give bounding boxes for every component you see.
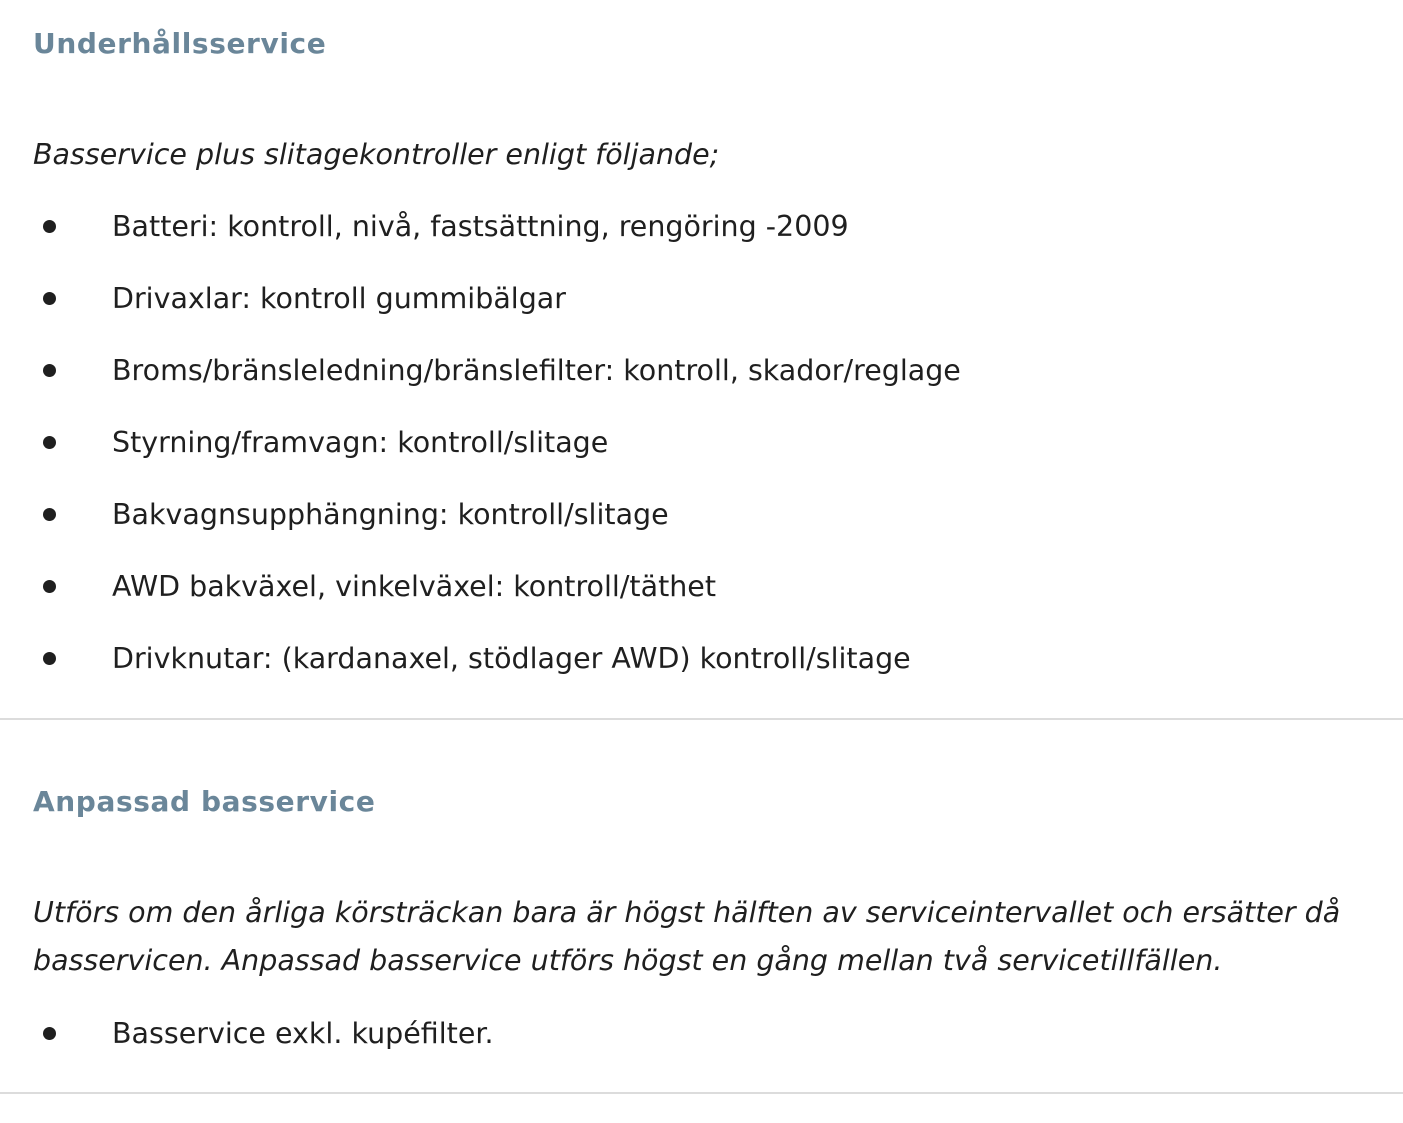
section-divider bbox=[0, 1092, 1403, 1094]
list-item bbox=[0, 563, 1403, 635]
list-item-text: Broms/bränsleledning/bränslefilter: kontroll, skador/reglage bbox=[112, 354, 961, 387]
section-heading: Anpassad basservice bbox=[33, 785, 376, 818]
list-item bbox=[0, 635, 1403, 707]
list-item-text: Basservice exkl. kupéfilter. bbox=[112, 1017, 494, 1050]
list-item-text: AWD bakväxel, vinkelväxel: kontroll/täthet bbox=[112, 570, 717, 603]
bullet-icon bbox=[43, 220, 56, 233]
list-item-text: Bakvagnsupphängning: kontroll/slitage bbox=[112, 498, 669, 531]
bullet-icon bbox=[43, 364, 56, 377]
list-item-text: Drivaxlar: kontroll gummibälgar bbox=[112, 282, 566, 315]
bullet-icon bbox=[43, 436, 56, 449]
list-item-text: Styrning/framvagn: kontroll/slitage bbox=[112, 426, 609, 459]
section-intro: Utförs om den årliga körsträckan bara är högst hälften av serviceintervallet och ersätter då basservicen. Anpassad basservice utförs högst en gång mellan två servicetillfällen. bbox=[33, 896, 1341, 977]
bullet-list bbox=[0, 203, 1403, 707]
list-item bbox=[0, 491, 1403, 563]
section-intro: Basservice plus slitagekontroller enligt följande; bbox=[33, 138, 720, 171]
bullet-icon bbox=[43, 1027, 56, 1040]
list-item bbox=[0, 1010, 1403, 1082]
bullet-icon bbox=[43, 292, 56, 305]
bullet-icon bbox=[43, 652, 56, 665]
section-divider bbox=[0, 718, 1403, 720]
list-item-text: Drivknutar: (kardanaxel, stödlager AWD) kontroll/slitage bbox=[112, 642, 911, 675]
list-item bbox=[0, 275, 1403, 347]
section-heading: Underhållsservice bbox=[33, 27, 327, 60]
section-anpassad-basservice bbox=[0, 721, 1403, 1094]
list-item bbox=[0, 419, 1403, 491]
bullet-icon bbox=[43, 508, 56, 521]
bullet-icon bbox=[43, 580, 56, 593]
list-item bbox=[0, 203, 1403, 275]
bullet-list bbox=[0, 1010, 1403, 1082]
list-item-text: Batteri: kontroll, nivå, fastsättning, rengöring -2009 bbox=[112, 210, 849, 243]
list-item bbox=[0, 347, 1403, 419]
